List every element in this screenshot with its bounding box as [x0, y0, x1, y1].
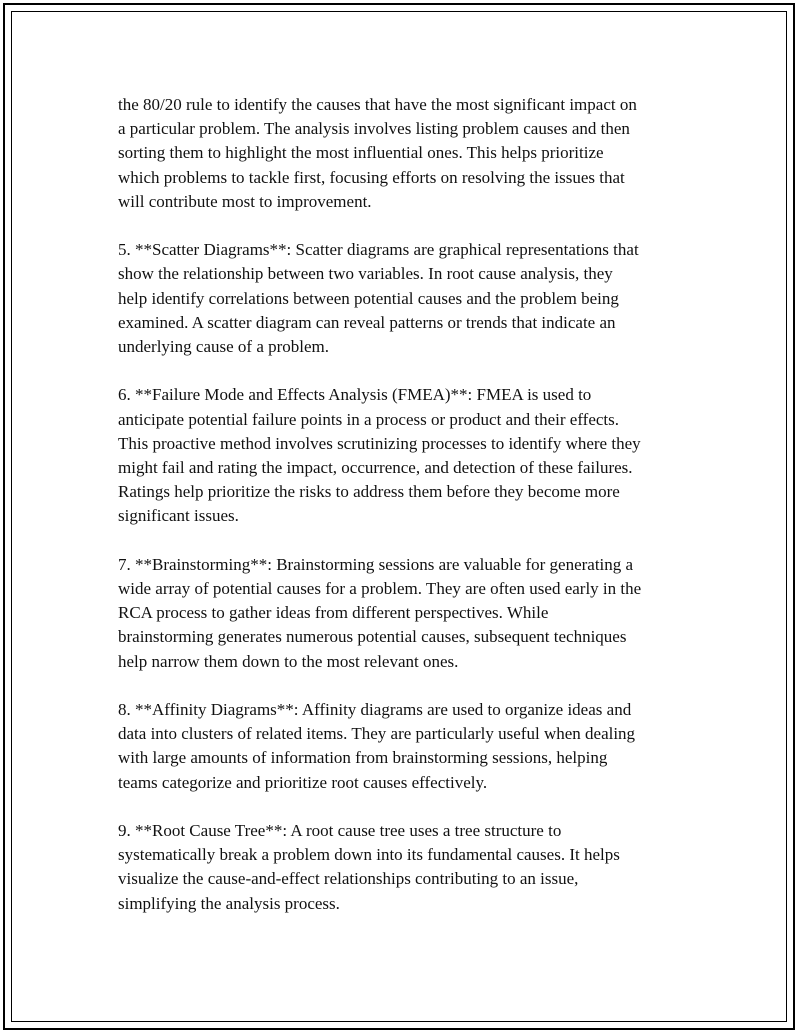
- paragraph-root-cause-tree: [118, 819, 698, 916]
- text-line: visualize the cause-and-effect relationships contributing to an issue,: [118, 869, 579, 889]
- text-line: simplifying the analysis process.: [118, 893, 340, 913]
- document-body: [118, 93, 698, 940]
- text-line: show the relationship between two variables. In root cause analysis, they: [118, 264, 613, 284]
- text-line: RCA process to gather ideas from different perspectives. While: [118, 603, 549, 623]
- text-line: with large amounts of information from brainstorming sessions, helping: [118, 748, 608, 768]
- text-line: 9. **Root Cause Tree**: A root cause tree uses a tree structure to: [118, 821, 562, 841]
- text-line: might fail and rating the impact, occurrence, and detection of these failures.: [118, 458, 633, 478]
- text-line: help identify correlations between potential causes and the problem being: [118, 288, 619, 308]
- paragraph-brainstorming: [118, 553, 698, 674]
- text-line: the 80/20 rule to identify the causes that have the most significant impact on: [118, 95, 637, 114]
- paragraph-fmea: [118, 383, 698, 528]
- text-line: examined. A scatter diagram can reveal patterns or trends that indicate an: [118, 312, 616, 332]
- text-line: 6. **Failure Mode and Effects Analysis (FMEA)**: FMEA is used to: [118, 385, 592, 405]
- text-line: anticipate potential failure points in a process or product and their effects.: [118, 409, 620, 429]
- text-line: brainstorming generates numerous potential causes, subsequent techniques: [118, 627, 627, 647]
- paragraph-pareto-continuation: [118, 93, 698, 214]
- paragraph-scatter-diagrams: [118, 238, 698, 359]
- text-line: 8. **Affinity Diagrams**: Affinity diagrams are used to organize ideas and: [118, 700, 632, 720]
- text-line: underlying cause of a problem.: [118, 337, 330, 357]
- text-line: significant issues.: [118, 506, 239, 526]
- text-line: This proactive method involves scrutinizing processes to identify where they: [118, 433, 641, 453]
- text-line: sorting them to highlight the most influential ones. This helps prioritize: [118, 143, 604, 163]
- text-line: teams categorize and prioritize root causes effectively.: [118, 772, 488, 792]
- text-line: help narrow them down to the most relevant ones.: [118, 651, 459, 671]
- text-line: data into clusters of related items. They are particularly useful when dealing: [118, 724, 636, 744]
- text-line: systematically break a problem down into its fundamental causes. It helps: [118, 845, 620, 865]
- text-line: a particular problem. The analysis involves listing problem causes and then: [118, 119, 630, 139]
- text-line: 7. **Brainstorming**: Brainstorming sessions are valuable for generating a: [118, 554, 634, 574]
- text-line: Ratings help prioritize the risks to address them before they become more: [118, 482, 620, 502]
- text-line: wide array of potential causes for a problem. They are often used early in the: [118, 579, 642, 599]
- paragraph-affinity-diagrams: [118, 698, 698, 795]
- text-line: will contribute most to improvement.: [118, 191, 372, 211]
- text-line: which problems to tackle first, focusing efforts on resolving the issues that: [118, 167, 625, 187]
- text-line: 5. **Scatter Diagrams**: Scatter diagrams are graphical representations that: [118, 240, 639, 260]
